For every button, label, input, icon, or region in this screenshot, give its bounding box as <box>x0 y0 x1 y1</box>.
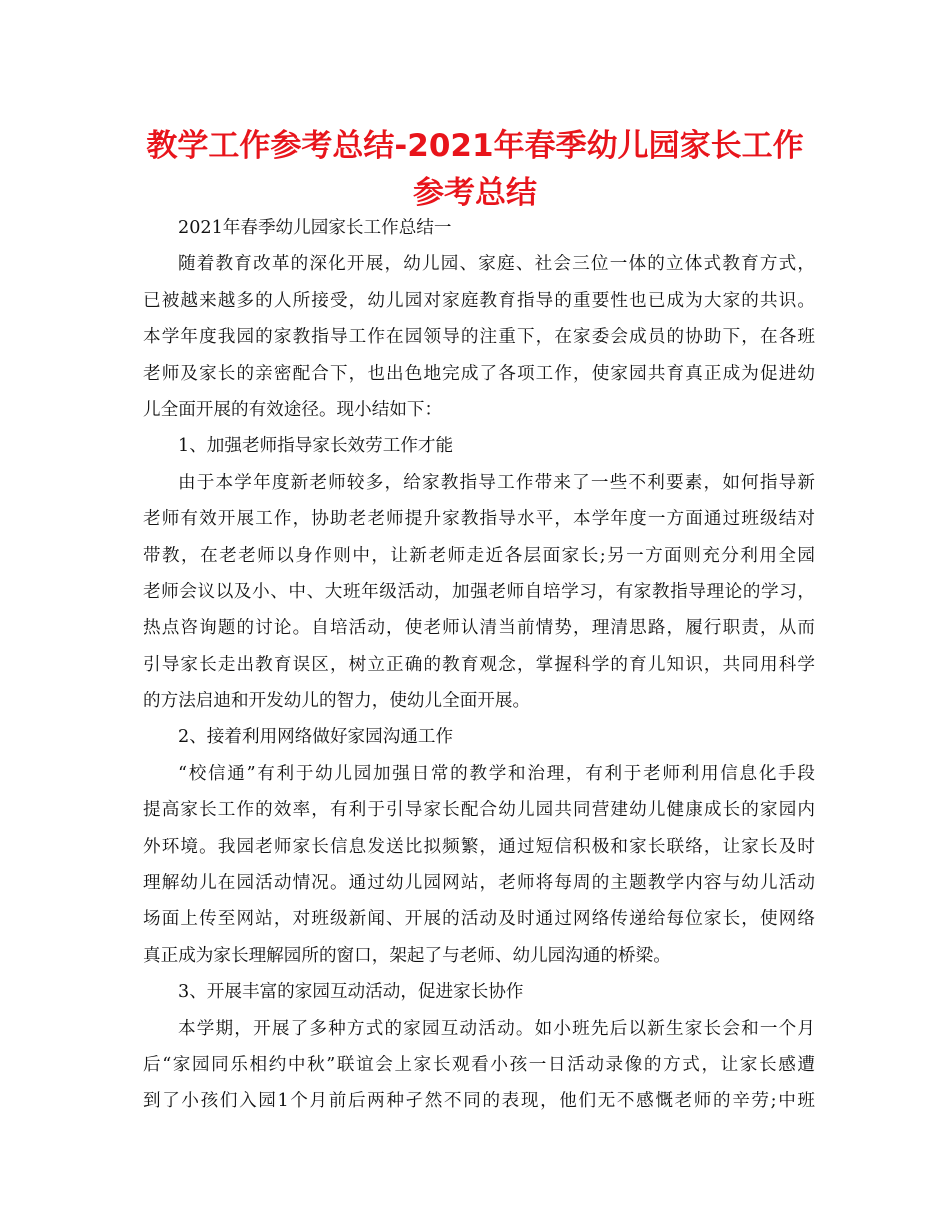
paragraph-line: 儿全面开展的有效途径。现小结如下： <box>143 399 443 420</box>
paragraph-line: 热点咨询题的讨论。自培活动，使老师认清当前情势，理清思路，履行职责，从而 <box>143 618 815 639</box>
section-heading: 2、接着利用网络做好家园沟通工作 <box>178 727 454 748</box>
document-title-line-2: 参考总结 <box>413 175 537 211</box>
paragraph-line: 本学年度我园的家教指导工作在园领导的注重下，在家委会成员的协助下，在各班 <box>143 327 815 348</box>
paragraph-line: 的方法启迪和开发幼儿的智力，使幼儿全面开展。 <box>143 691 531 712</box>
section-heading: 1、加强老师指导家长效劳工作才能 <box>178 436 454 457</box>
section-heading: 2021年春季幼儿园家长工作总结一 <box>178 218 452 238</box>
paragraph-line: 带教，在老老师以身作则中，让新老师走近各层面家长;另一方面则充分利用全园 <box>143 545 815 566</box>
paragraph-line: 老师有效开展工作，协助老老师提升家教指导水平，本学年度一方面通过班级结对 <box>143 509 815 530</box>
paragraph-line: 真正成为家长理解园所的窗口，架起了与老师、幼儿园沟通的桥梁。 <box>143 945 671 966</box>
paragraph-line: 老师及家长的亲密配合下，也出色地完成了各项工作，使家园共育真正成为促进幼 <box>143 363 815 384</box>
paragraph-line: 随着教育改革的深化开展，幼儿园、家庭、社会三位一体的立体式教育方式， <box>178 254 815 275</box>
paragraph-line: 已被越来越多的人所接受，幼儿园对家庭教育指导的重要性也已成为大家的共识。 <box>143 290 815 311</box>
document-title-line-1: 教学工作参考总结-2021年春季幼儿园家长工作 <box>146 128 804 164</box>
paragraph-line: 到了小孩们入园1个月前后两种孑然不同的表现，他们无不感慨老师的辛劳;中班 <box>143 1091 815 1112</box>
paragraph-line: 提高家长工作的效率，有利于引导家长配合幼儿园共同营建幼儿健康成长的家园内 <box>143 800 815 821</box>
section-heading: 3、开展丰富的家园互动活动，促进家长协作 <box>178 982 524 1003</box>
paragraph-line: 后“家园同乐相约中秋”联谊会上家长观看小孩一日活动录像的方式，让家长感遭 <box>143 1054 815 1075</box>
paragraph-line: 理解幼儿在园活动情况。通过幼儿园网站，老师将每周的主题教学内容与幼儿活动 <box>143 873 815 894</box>
paragraph-line: 老师会议以及小、中、大班年级活动，加强老师自培学习，有家教指导理论的学习， <box>143 581 815 602</box>
paragraph-line: 本学期，开展了多种方式的家园互动活动。如小班先后以新生家长会和一个月 <box>178 1018 815 1039</box>
paragraph-line: “校信通”有利于幼儿园加强日常的教学和治理，有利于老师利用信息化手段 <box>178 763 815 784</box>
paragraph-line: 外环境。我园老师家长信息发送比拟频繁，通过短信积极和家长联络，让家长及时 <box>143 836 815 857</box>
paragraph-line: 由于本学年度新老师较多，给家教指导工作带来了一些不利要素，如何指导新 <box>178 472 815 493</box>
paragraph-line: 场面上传至网站，对班级新闻、开展的活动及时通过网络传递给每位家长，使网络 <box>143 909 815 930</box>
paragraph-line: 引导家长走出教育误区，树立正确的教育观念，掌握科学的育儿知识，共同用科学 <box>143 654 815 675</box>
document-body <box>143 210 815 1120</box>
